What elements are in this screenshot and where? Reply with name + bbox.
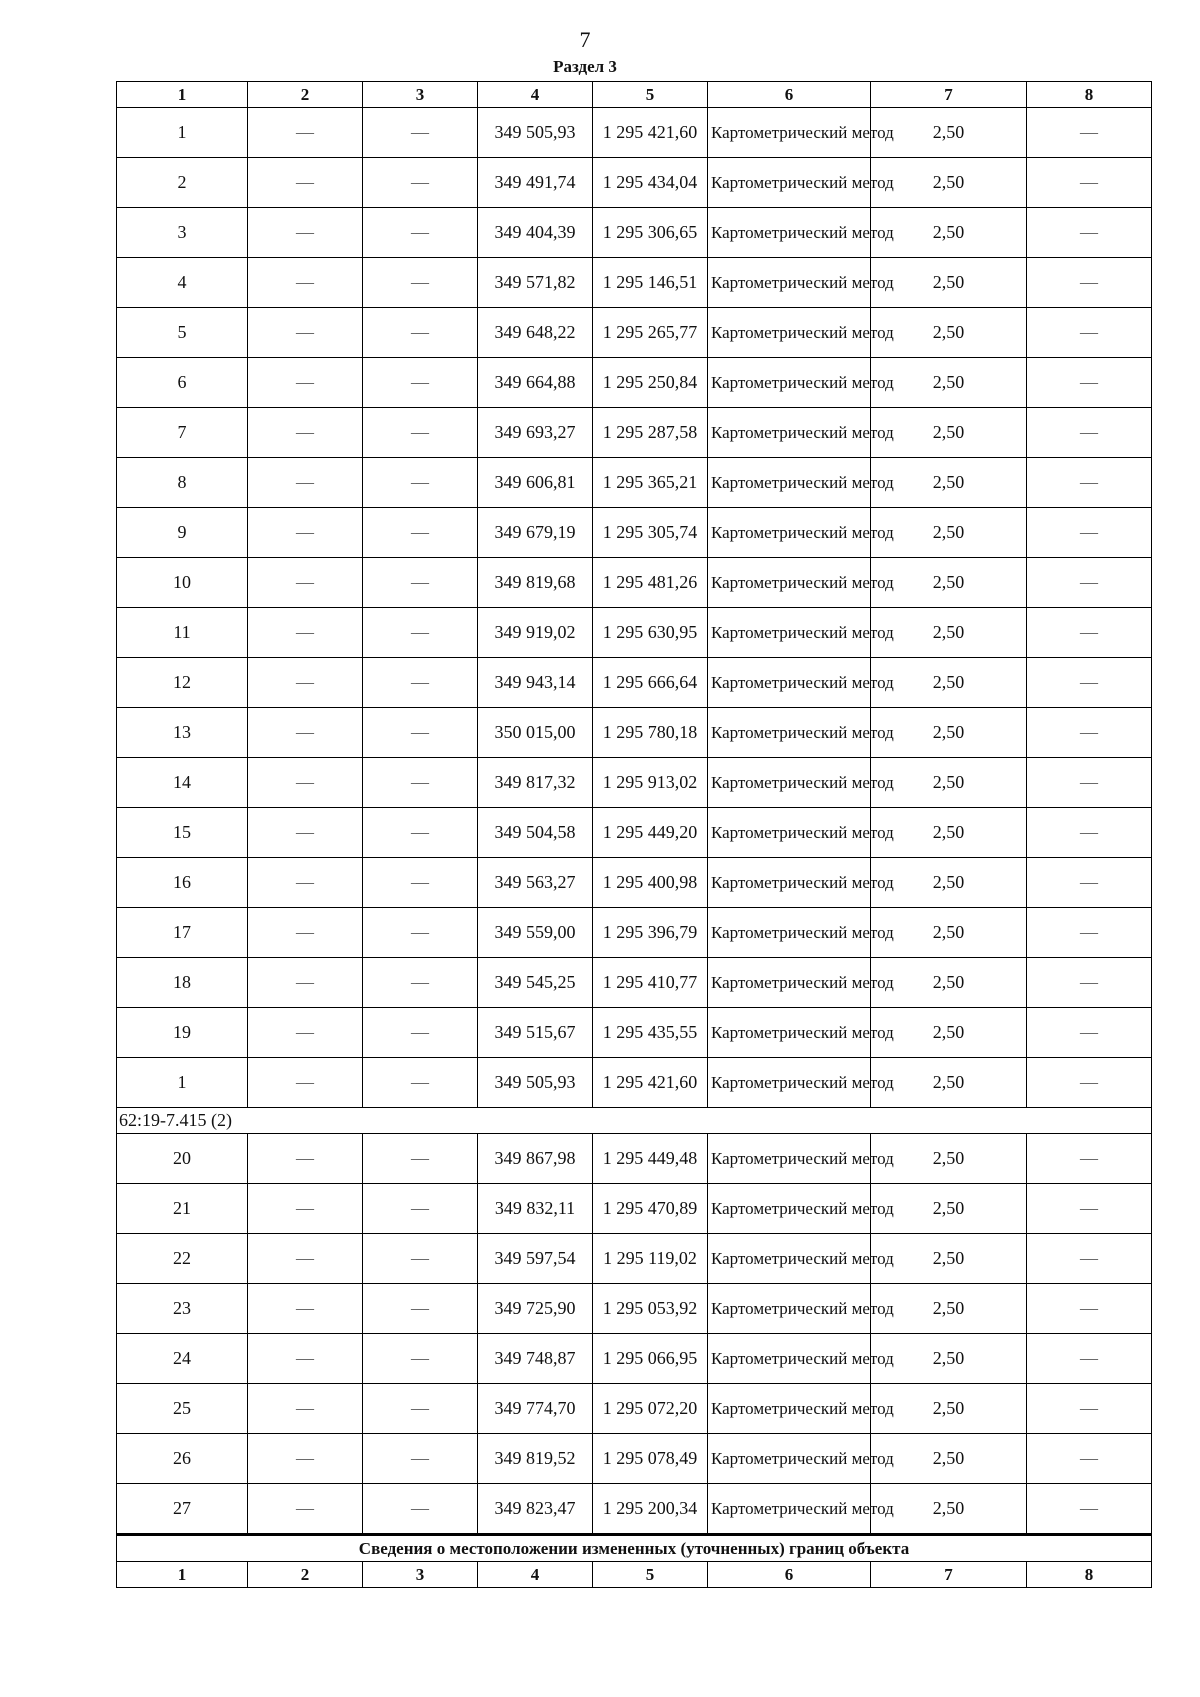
col2-cell: — — [248, 1184, 363, 1234]
coordinates-table — [116, 81, 1152, 1588]
accuracy-cell: 2,50 — [871, 508, 1027, 558]
y-coordinate-cell: 1 295 470,89 — [593, 1184, 708, 1234]
col3-cell: — — [363, 708, 478, 758]
method-cell: Картометрический метод — [708, 608, 871, 658]
point-number-cell: 9 — [117, 508, 248, 558]
footer-header-cell: 8 — [1027, 1562, 1152, 1588]
table-row — [117, 1234, 1152, 1284]
caption-row — [117, 1535, 1152, 1562]
method-cell: Картометрический метод — [708, 108, 871, 158]
table-row — [117, 808, 1152, 858]
caption-text: Сведения о местоположении измененных (уточненных) границ объекта — [117, 1535, 1152, 1562]
footer-header-cell: 1 — [117, 1562, 248, 1588]
point-number-cell: 3 — [117, 208, 248, 258]
point-number-cell: 27 — [117, 1484, 248, 1535]
group-label: 62:19-7.415 (2) — [117, 1108, 1152, 1134]
table-row — [117, 408, 1152, 458]
table-row — [117, 758, 1152, 808]
x-coordinate-cell: 349 505,93 — [478, 108, 593, 158]
x-coordinate-cell: 349 817,32 — [478, 758, 593, 808]
col3-cell: — — [363, 558, 478, 608]
table-row — [117, 108, 1152, 158]
y-coordinate-cell: 1 295 053,92 — [593, 1284, 708, 1334]
y-coordinate-cell: 1 295 481,26 — [593, 558, 708, 608]
accuracy-cell: 2,50 — [871, 708, 1027, 758]
header-cell: 4 — [478, 82, 593, 108]
method-cell: Картометрический метод — [708, 1234, 871, 1284]
method-cell: Картометрический метод — [708, 858, 871, 908]
y-coordinate-cell: 1 295 913,02 — [593, 758, 708, 808]
accuracy-cell: 2,50 — [871, 1184, 1027, 1234]
table-row — [117, 1184, 1152, 1234]
col8-cell: — — [1027, 508, 1152, 558]
col8-cell: — — [1027, 1284, 1152, 1334]
x-coordinate-cell: 349 819,52 — [478, 1434, 593, 1484]
col2-cell: — — [248, 1058, 363, 1108]
col8-cell: — — [1027, 258, 1152, 308]
col2-cell: — — [248, 358, 363, 408]
col3-cell: — — [363, 258, 478, 308]
method-cell: Картометрический метод — [708, 308, 871, 358]
accuracy-cell: 2,50 — [871, 858, 1027, 908]
accuracy-cell: 2,50 — [871, 1284, 1027, 1334]
col3-cell: — — [363, 608, 478, 658]
footer-header-cell: 3 — [363, 1562, 478, 1588]
accuracy-cell: 2,50 — [871, 958, 1027, 1008]
point-number-cell: 1 — [117, 108, 248, 158]
method-cell: Картометрический метод — [708, 258, 871, 308]
table-row — [117, 1484, 1152, 1535]
accuracy-cell: 2,50 — [871, 208, 1027, 258]
point-number-cell: 6 — [117, 358, 248, 408]
point-number-cell: 15 — [117, 808, 248, 858]
page-number: 7 — [579, 27, 591, 52]
x-coordinate-cell: 349 832,11 — [478, 1184, 593, 1234]
group-label-row — [117, 1108, 1152, 1134]
table-row — [117, 1334, 1152, 1384]
col8-cell: — — [1027, 358, 1152, 408]
col2-cell: — — [248, 1334, 363, 1384]
y-coordinate-cell: 1 295 400,98 — [593, 858, 708, 908]
col8-cell: — — [1027, 1384, 1152, 1434]
y-coordinate-cell: 1 295 449,48 — [593, 1134, 708, 1184]
accuracy-cell: 2,50 — [871, 808, 1027, 858]
column-number-header — [117, 82, 1152, 108]
col3-cell: — — [363, 1484, 478, 1535]
x-coordinate-cell: 349 679,19 — [478, 508, 593, 558]
x-coordinate-cell: 349 571,82 — [478, 258, 593, 308]
accuracy-cell: 2,50 — [871, 308, 1027, 358]
col3-cell: — — [363, 108, 478, 158]
x-coordinate-cell: 349 515,67 — [478, 1008, 593, 1058]
col8-cell: — — [1027, 308, 1152, 358]
col3-cell: — — [363, 1284, 478, 1334]
method-cell: Картометрический метод — [708, 358, 871, 408]
col2-cell: — — [248, 1008, 363, 1058]
col8-cell: — — [1027, 1484, 1152, 1535]
col8-cell: — — [1027, 1234, 1152, 1284]
col2-cell: — — [248, 1134, 363, 1184]
method-cell: Картометрический метод — [708, 1384, 871, 1434]
col3-cell: — — [363, 1334, 478, 1384]
method-cell: Картометрический метод — [708, 1284, 871, 1334]
point-number-cell: 16 — [117, 858, 248, 908]
col3-cell: — — [363, 1008, 478, 1058]
col2-cell: — — [248, 608, 363, 658]
accuracy-cell: 2,50 — [871, 658, 1027, 708]
header-cell: 3 — [363, 82, 478, 108]
table-row — [117, 1284, 1152, 1334]
point-number-cell: 23 — [117, 1284, 248, 1334]
col8-cell: — — [1027, 1334, 1152, 1384]
x-coordinate-cell: 349 648,22 — [478, 308, 593, 358]
col8-cell: — — [1027, 758, 1152, 808]
method-cell: Картометрический метод — [708, 1184, 871, 1234]
x-coordinate-cell: 349 774,70 — [478, 1384, 593, 1434]
point-number-cell: 22 — [117, 1234, 248, 1284]
method-cell: Картометрический метод — [708, 758, 871, 808]
point-number-cell: 12 — [117, 658, 248, 708]
x-coordinate-cell: 349 867,98 — [478, 1134, 593, 1184]
accuracy-cell: 2,50 — [871, 608, 1027, 658]
x-coordinate-cell: 349 943,14 — [478, 658, 593, 708]
table-row — [117, 958, 1152, 1008]
col2-cell: — — [248, 708, 363, 758]
accuracy-cell: 2,50 — [871, 758, 1027, 808]
accuracy-cell: 2,50 — [871, 1434, 1027, 1484]
col2-cell: — — [248, 858, 363, 908]
point-number-cell: 25 — [117, 1384, 248, 1434]
method-cell: Картометрический метод — [708, 558, 871, 608]
y-coordinate-cell: 1 295 306,65 — [593, 208, 708, 258]
col3-cell: — — [363, 458, 478, 508]
method-cell: Картометрический метод — [708, 208, 871, 258]
accuracy-cell: 2,50 — [871, 1334, 1027, 1384]
accuracy-cell: 2,50 — [871, 1234, 1027, 1284]
col8-cell: — — [1027, 108, 1152, 158]
col3-cell: — — [363, 1434, 478, 1484]
x-coordinate-cell: 350 015,00 — [478, 708, 593, 758]
col8-cell: — — [1027, 658, 1152, 708]
footer-header-cell: 7 — [871, 1562, 1027, 1588]
method-cell: Картометрический метод — [708, 1008, 871, 1058]
accuracy-cell: 2,50 — [871, 358, 1027, 408]
footer-header-cell: 2 — [248, 1562, 363, 1588]
col2-cell: — — [248, 1484, 363, 1535]
table-row — [117, 358, 1152, 408]
col8-cell: — — [1027, 1008, 1152, 1058]
method-cell: Картометрический метод — [708, 1058, 871, 1108]
table-row — [117, 1134, 1152, 1184]
col3-cell: — — [363, 808, 478, 858]
col2-cell: — — [248, 958, 363, 1008]
table-row — [117, 708, 1152, 758]
y-coordinate-cell: 1 295 200,34 — [593, 1484, 708, 1535]
col2-cell: — — [248, 1384, 363, 1434]
col8-cell: — — [1027, 708, 1152, 758]
col8-cell: — — [1027, 408, 1152, 458]
accuracy-cell: 2,50 — [871, 1134, 1027, 1184]
method-cell: Картометрический метод — [708, 658, 871, 708]
x-coordinate-cell: 349 491,74 — [478, 158, 593, 208]
table-row — [117, 1008, 1152, 1058]
col2-cell: — — [248, 658, 363, 708]
table-row — [117, 1058, 1152, 1108]
header-cell: 5 — [593, 82, 708, 108]
x-coordinate-cell: 349 919,02 — [478, 608, 593, 658]
y-coordinate-cell: 1 295 072,20 — [593, 1384, 708, 1434]
col3-cell: — — [363, 958, 478, 1008]
y-coordinate-cell: 1 295 250,84 — [593, 358, 708, 408]
y-coordinate-cell: 1 295 365,21 — [593, 458, 708, 508]
table-row — [117, 558, 1152, 608]
y-coordinate-cell: 1 295 449,20 — [593, 808, 708, 858]
col2-cell: — — [248, 408, 363, 458]
accuracy-cell: 2,50 — [871, 1384, 1027, 1434]
header-cell: 1 — [117, 82, 248, 108]
y-coordinate-cell: 1 295 066,95 — [593, 1334, 708, 1384]
col2-cell: — — [248, 558, 363, 608]
col3-cell: — — [363, 1234, 478, 1284]
col3-cell: — — [363, 1134, 478, 1184]
point-number-cell: 10 — [117, 558, 248, 608]
col2-cell: — — [248, 758, 363, 808]
accuracy-cell: 2,50 — [871, 1008, 1027, 1058]
col2-cell: — — [248, 808, 363, 858]
table-row — [117, 908, 1152, 958]
x-coordinate-cell: 349 725,90 — [478, 1284, 593, 1334]
y-coordinate-cell: 1 295 780,18 — [593, 708, 708, 758]
method-cell: Картометрический метод — [708, 908, 871, 958]
method-cell: Картометрический метод — [708, 158, 871, 208]
table-row — [117, 458, 1152, 508]
y-coordinate-cell: 1 295 666,64 — [593, 658, 708, 708]
col2-cell: — — [248, 108, 363, 158]
col3-cell: — — [363, 1184, 478, 1234]
point-number-cell: 2 — [117, 158, 248, 208]
accuracy-cell: 2,50 — [871, 558, 1027, 608]
col8-cell: — — [1027, 558, 1152, 608]
point-number-cell: 17 — [117, 908, 248, 958]
col8-cell: — — [1027, 1434, 1152, 1484]
point-number-cell: 8 — [117, 458, 248, 508]
x-coordinate-cell: 349 748,87 — [478, 1334, 593, 1384]
table-row — [117, 208, 1152, 258]
col8-cell: — — [1027, 908, 1152, 958]
point-number-cell: 14 — [117, 758, 248, 808]
col2-cell: — — [248, 908, 363, 958]
col2-cell: — — [248, 1434, 363, 1484]
col8-cell: — — [1027, 1058, 1152, 1108]
point-number-cell: 1 — [117, 1058, 248, 1108]
header-cell: 6 — [708, 82, 871, 108]
table-row — [117, 1384, 1152, 1434]
col2-cell: — — [248, 1284, 363, 1334]
y-coordinate-cell: 1 295 305,74 — [593, 508, 708, 558]
point-number-cell: 18 — [117, 958, 248, 1008]
accuracy-cell: 2,50 — [871, 108, 1027, 158]
method-cell: Картометрический метод — [708, 1434, 871, 1484]
point-number-cell: 26 — [117, 1434, 248, 1484]
method-cell: Картометрический метод — [708, 708, 871, 758]
table-row — [117, 608, 1152, 658]
point-number-cell: 7 — [117, 408, 248, 458]
table-row — [117, 858, 1152, 908]
x-coordinate-cell: 349 545,25 — [478, 958, 593, 1008]
col8-cell: — — [1027, 608, 1152, 658]
x-coordinate-cell: 349 693,27 — [478, 408, 593, 458]
point-number-cell: 11 — [117, 608, 248, 658]
col2-cell: — — [248, 1234, 363, 1284]
col8-cell: — — [1027, 1134, 1152, 1184]
col3-cell: — — [363, 908, 478, 958]
point-number-cell: 21 — [117, 1184, 248, 1234]
point-number-cell: 24 — [117, 1334, 248, 1384]
table-row — [117, 308, 1152, 358]
col2-cell: — — [248, 458, 363, 508]
x-coordinate-cell: 349 504,58 — [478, 808, 593, 858]
col3-cell: — — [363, 658, 478, 708]
y-coordinate-cell: 1 295 421,60 — [593, 1058, 708, 1108]
table-row — [117, 158, 1152, 208]
col2-cell: — — [248, 208, 363, 258]
accuracy-cell: 2,50 — [871, 408, 1027, 458]
point-number-cell: 4 — [117, 258, 248, 308]
section-title: Раздел 3 — [553, 57, 617, 76]
y-coordinate-cell: 1 295 119,02 — [593, 1234, 708, 1284]
y-coordinate-cell: 1 295 434,04 — [593, 158, 708, 208]
col3-cell: — — [363, 208, 478, 258]
point-number-cell: 13 — [117, 708, 248, 758]
col2-cell: — — [248, 508, 363, 558]
y-coordinate-cell: 1 295 146,51 — [593, 258, 708, 308]
method-cell: Картометрический метод — [708, 958, 871, 1008]
y-coordinate-cell: 1 295 410,77 — [593, 958, 708, 1008]
header-cell: 8 — [1027, 82, 1152, 108]
method-cell: Картометрический метод — [708, 408, 871, 458]
y-coordinate-cell: 1 295 287,58 — [593, 408, 708, 458]
point-number-cell: 20 — [117, 1134, 248, 1184]
col3-cell: — — [363, 758, 478, 808]
accuracy-cell: 2,50 — [871, 158, 1027, 208]
footer-header-cell: 5 — [593, 1562, 708, 1588]
x-coordinate-cell: 349 597,54 — [478, 1234, 593, 1284]
method-cell: Картометрический метод — [708, 1134, 871, 1184]
point-number-cell: 19 — [117, 1008, 248, 1058]
accuracy-cell: 2,50 — [871, 1058, 1027, 1108]
col3-cell: — — [363, 408, 478, 458]
y-coordinate-cell: 1 295 435,55 — [593, 1008, 708, 1058]
x-coordinate-cell: 349 823,47 — [478, 1484, 593, 1535]
col3-cell: — — [363, 508, 478, 558]
y-coordinate-cell: 1 295 265,77 — [593, 308, 708, 358]
x-coordinate-cell: 349 664,88 — [478, 358, 593, 408]
footer-header-cell: 4 — [478, 1562, 593, 1588]
y-coordinate-cell: 1 295 396,79 — [593, 908, 708, 958]
accuracy-cell: 2,50 — [871, 908, 1027, 958]
table-row — [117, 658, 1152, 708]
point-number-cell: 5 — [117, 308, 248, 358]
col8-cell: — — [1027, 808, 1152, 858]
col8-cell: — — [1027, 458, 1152, 508]
table-row — [117, 508, 1152, 558]
x-coordinate-cell: 349 505,93 — [478, 1058, 593, 1108]
accuracy-cell: 2,50 — [871, 258, 1027, 308]
footer-column-number-header — [117, 1562, 1152, 1588]
col2-cell: — — [248, 158, 363, 208]
method-cell: Картометрический метод — [708, 508, 871, 558]
col3-cell: — — [363, 858, 478, 908]
x-coordinate-cell: 349 819,68 — [478, 558, 593, 608]
header-cell: 2 — [248, 82, 363, 108]
table-row — [117, 258, 1152, 308]
method-cell: Картометрический метод — [708, 808, 871, 858]
y-coordinate-cell: 1 295 078,49 — [593, 1434, 708, 1484]
col8-cell: — — [1027, 858, 1152, 908]
col3-cell: — — [363, 158, 478, 208]
x-coordinate-cell: 349 606,81 — [478, 458, 593, 508]
col3-cell: — — [363, 1058, 478, 1108]
table-row — [117, 1434, 1152, 1484]
col8-cell: — — [1027, 958, 1152, 1008]
col8-cell: — — [1027, 208, 1152, 258]
x-coordinate-cell: 349 563,27 — [478, 858, 593, 908]
col3-cell: — — [363, 1384, 478, 1434]
method-cell: Картометрический метод — [708, 458, 871, 508]
col2-cell: — — [248, 308, 363, 358]
header-cell: 7 — [871, 82, 1027, 108]
x-coordinate-cell: 349 404,39 — [478, 208, 593, 258]
col2-cell: — — [248, 258, 363, 308]
accuracy-cell: 2,50 — [871, 1484, 1027, 1535]
accuracy-cell: 2,50 — [871, 458, 1027, 508]
y-coordinate-cell: 1 295 421,60 — [593, 108, 708, 158]
method-cell: Картометрический метод — [708, 1334, 871, 1384]
method-cell: Картометрический метод — [708, 1484, 871, 1535]
x-coordinate-cell: 349 559,00 — [478, 908, 593, 958]
footer-header-cell: 6 — [708, 1562, 871, 1588]
col8-cell: — — [1027, 158, 1152, 208]
y-coordinate-cell: 1 295 630,95 — [593, 608, 708, 658]
col3-cell: — — [363, 308, 478, 358]
col3-cell: — — [363, 358, 478, 408]
col8-cell: — — [1027, 1184, 1152, 1234]
